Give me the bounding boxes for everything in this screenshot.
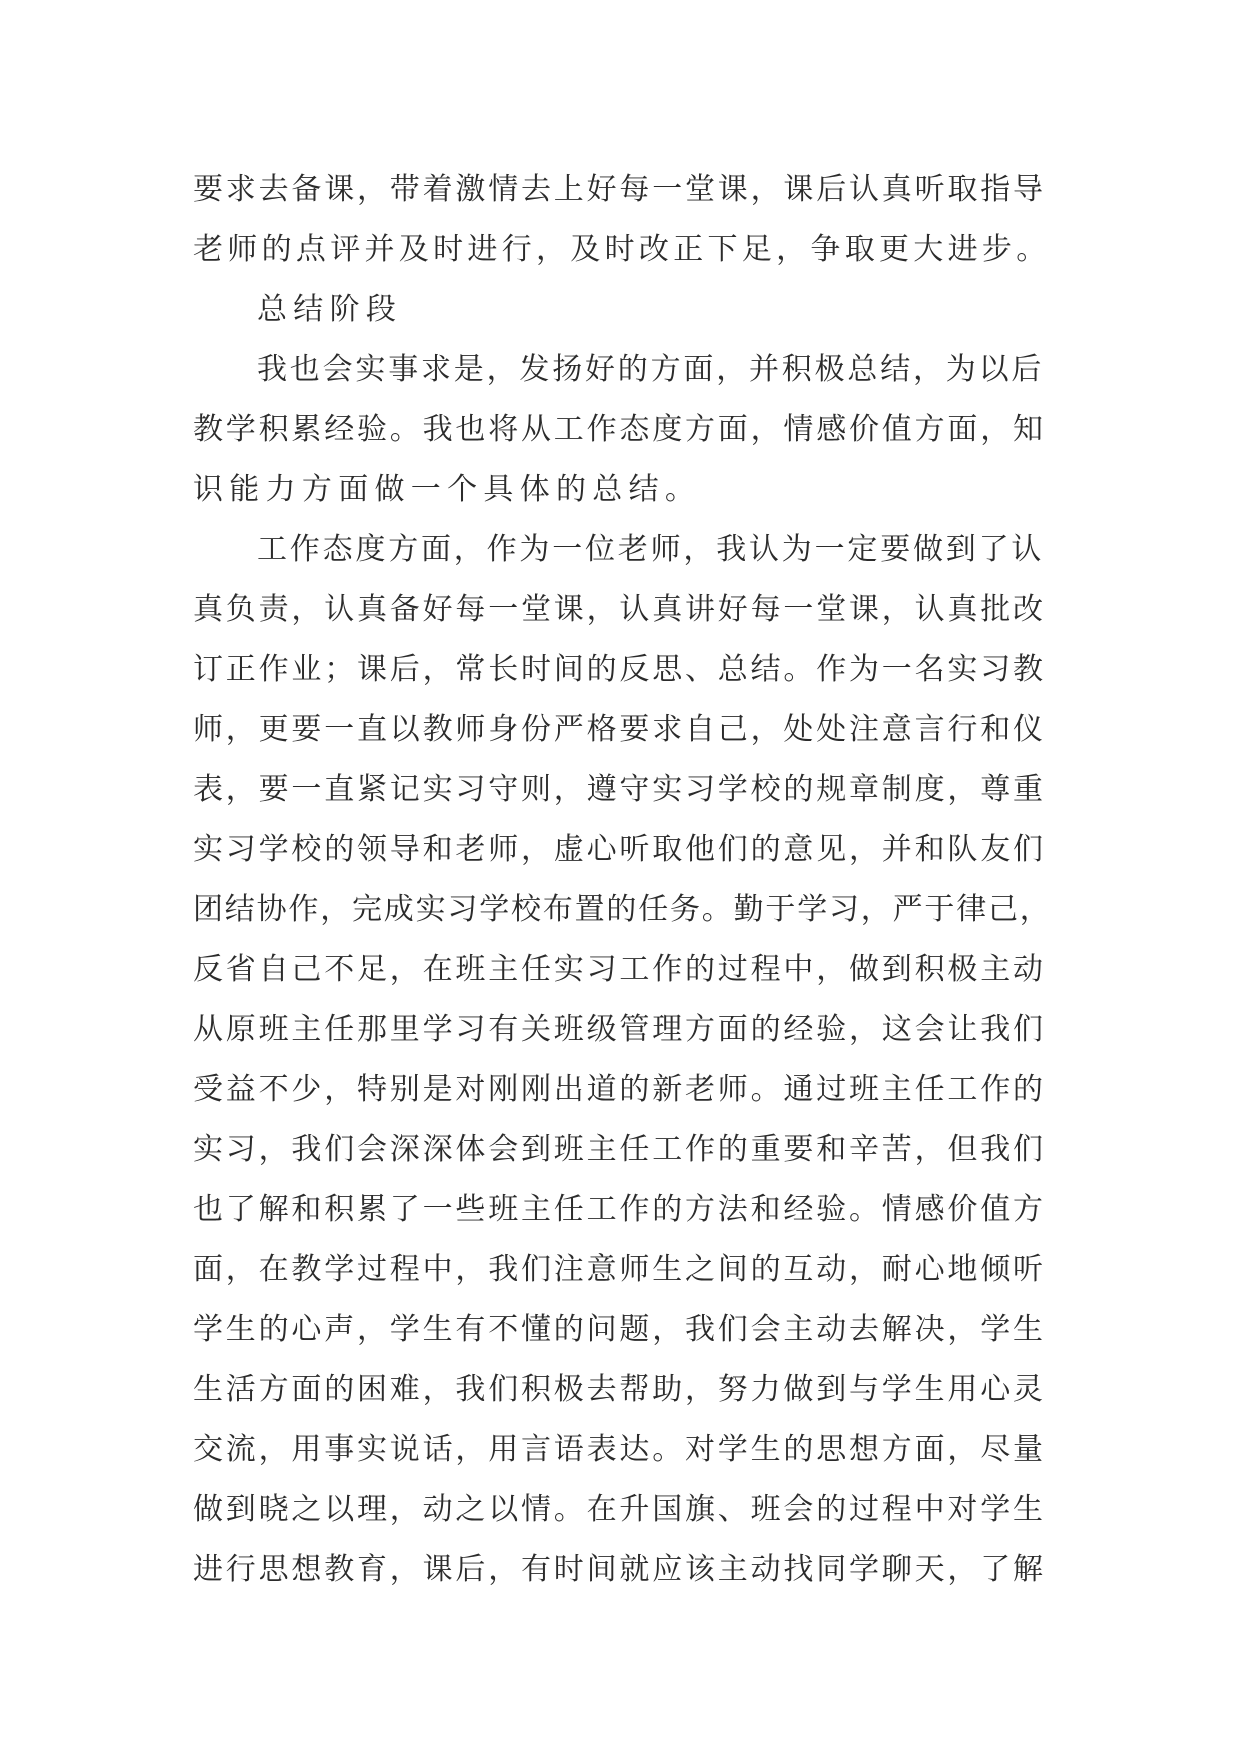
text-line: 反省自己不足，在班主任实习工作的过程中，做到积极主动 [193,952,1046,987]
text-line: 做到晓之以理，动之以情。在升国旗、班会的过程中对学生 [193,1492,1046,1527]
text-line: 真负责，认真备好每一堂课，认真讲好每一堂课，认真批改 [193,592,1046,627]
text-line: 学生的心声，学生有不懂的问题，我们会主动去解决，学生 [193,1312,1046,1347]
text-line: 识能力方面做一个具体的总结。 [193,472,702,507]
text-line: 从原班主任那里学习有关班级管理方面的经验，这会让我们 [193,1012,1046,1047]
text-line: 交流，用事实说话，用言语表达。对学生的思想方面，尽量 [193,1432,1046,1467]
text-line: 订正作业；课后，常长时间的反思、总结。作为一名实习教 [193,652,1046,687]
document-body [193,160,1053,1600]
text-line: 实习，我们会深深体会到班主任工作的重要和辛苦，但我们 [193,1132,1046,1167]
text-line: 表，要一直紧记实习守则，遵守实习学校的规章制度，尊重 [193,772,1046,807]
text-line: 师，更要一直以教师身份严格要求自己，处处注意言行和仪 [193,712,1046,747]
paragraph-first-line: 工作态度方面，作为一位老师，我认为一定要做到了认 [257,532,1045,567]
text-line: 教学积累经验。我也将从工作态度方面，情感价值方面，知 [193,412,1046,447]
text-line: 实习学校的领导和老师，虚心听取他们的意见，并和队友们 [193,832,1046,867]
paragraph-first-line: 我也会实事求是，发扬好的方面，并积极总结，为以后 [257,352,1045,387]
text-line: 要求去备课，带着激情去上好每一堂课，课后认真听取指导 [193,172,1046,207]
text-line: 团结协作，完成实习学校布置的任务。勤于学习，严于律己， [193,892,1052,927]
text-line: 进行思想教育，课后，有时间就应该主动找同学聊天，了解 [193,1552,1046,1587]
text-line: 生活方面的困难，我们积极去帮助，努力做到与学生用心灵 [193,1372,1046,1407]
text-line: 面，在教学过程中，我们注意师生之间的互动，耐心地倾听 [193,1252,1046,1287]
text-line: 也了解和积累了一些班主任工作的方法和经验。情感价值方 [193,1192,1046,1227]
text-line: 老师的点评并及时进行，及时改正下足，争取更大进步。 [193,232,1051,267]
paragraph-first-line: 总结阶段 [257,292,403,327]
text-line: 受益不少，特别是对刚刚出道的新老师。通过班主任工作的 [193,1072,1046,1107]
